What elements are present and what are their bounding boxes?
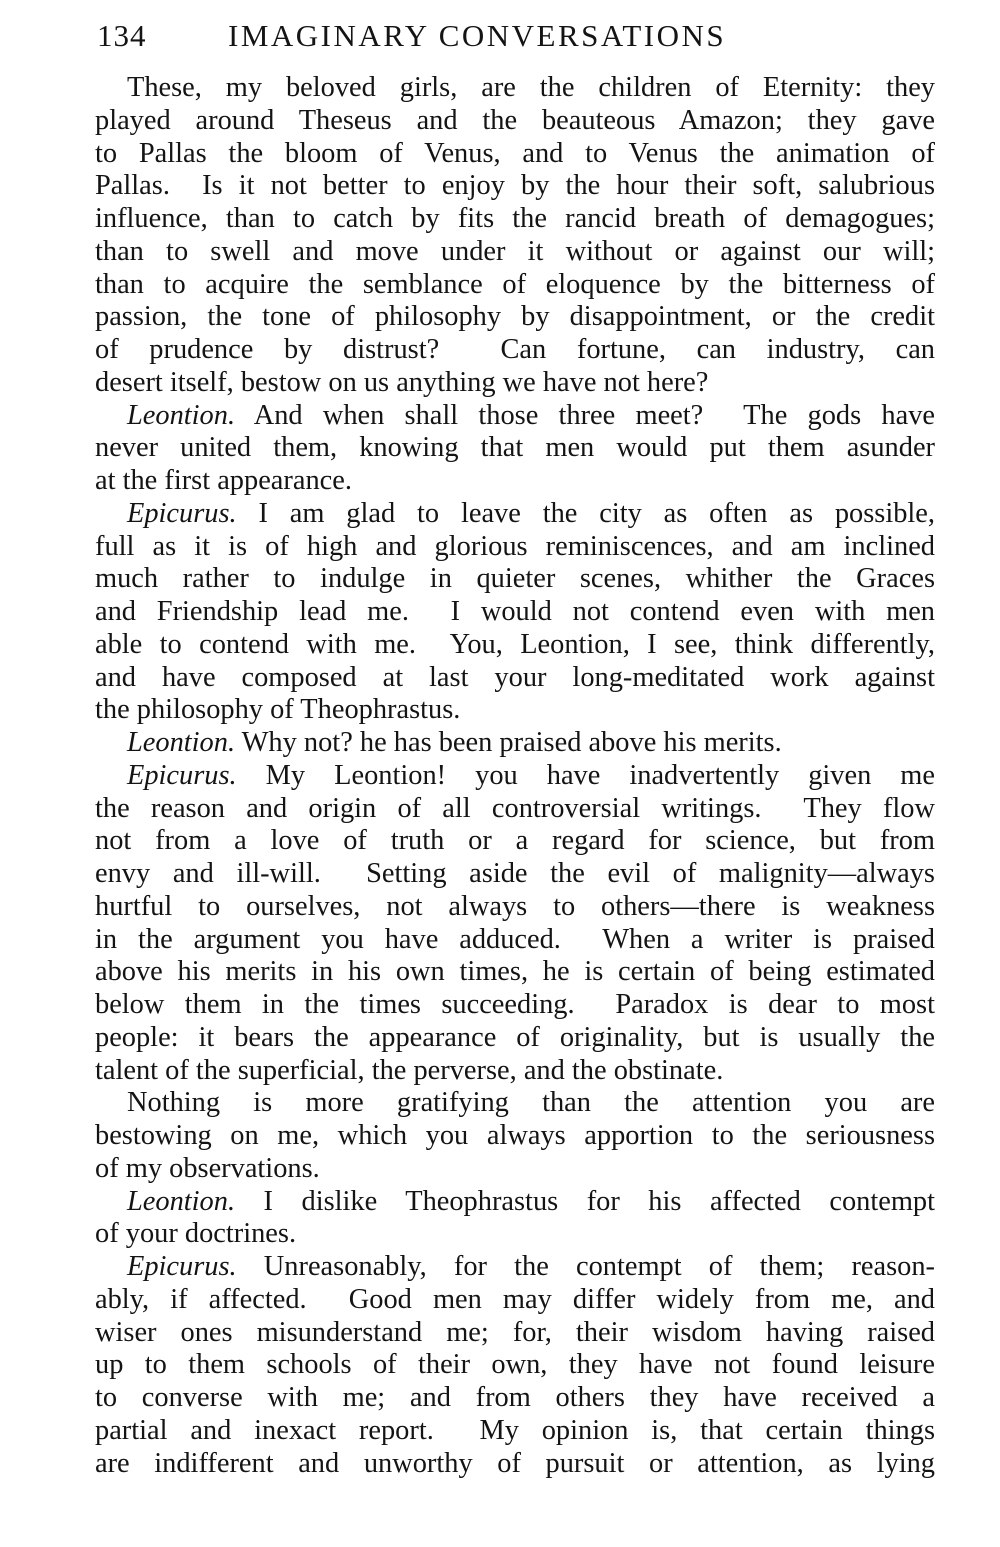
line-text: partial and inexact report. My opinion is, that certain things xyxy=(95,1414,935,1446)
text-line xyxy=(95,662,935,695)
text-line xyxy=(95,727,935,760)
text-line xyxy=(95,1153,935,1186)
line-text: to Pallas the bloom of Venus, and to Venus the animation of xyxy=(95,137,935,169)
text-line xyxy=(95,72,935,105)
text-line xyxy=(95,1186,935,1219)
text-line xyxy=(95,956,935,989)
text-line xyxy=(95,367,935,400)
text-line xyxy=(95,1218,935,1251)
text-line xyxy=(95,1382,935,1415)
line-text: Pallas. Is it not better to enjoy by the hour their soft, salubrious xyxy=(95,170,935,202)
text-line xyxy=(95,269,935,302)
text-line xyxy=(95,1448,935,1481)
text-line xyxy=(95,760,935,793)
text-line xyxy=(95,105,935,138)
line-text: full as it is of high and glorious reminiscences, and am inclined xyxy=(95,530,935,562)
line-text: Nothing is more gratifying than the attention you are xyxy=(127,1087,935,1119)
text-line xyxy=(95,924,935,957)
speaker-name: Epicurus. xyxy=(127,497,237,529)
speaker-name: Leontion. xyxy=(127,727,236,758)
text-line xyxy=(95,203,935,236)
line-text: and have composed at last your long-meditated work against xyxy=(95,661,935,693)
speaker-name: Leontion. xyxy=(127,399,236,431)
text-line xyxy=(95,498,935,531)
speaker-name: Epicurus. xyxy=(127,1251,237,1282)
line-text: are indifferent and unworthy of pursuit or attention, as lying xyxy=(95,1447,935,1479)
line-text: bestowing on me, which you always apportion to the seriousness xyxy=(95,1120,935,1151)
line-text: talent of the superficial, the perverse, and the obstinate. xyxy=(95,1054,724,1086)
text-line xyxy=(95,1022,935,1055)
text-line xyxy=(95,989,935,1022)
line-text: passion, the tone of philosophy by disappointment, or the credit xyxy=(95,301,935,333)
line-text: ably, if affected. Good men may differ widely from me, and xyxy=(95,1283,935,1315)
dialogue-text xyxy=(95,72,935,1480)
text-line xyxy=(95,1284,935,1317)
line-text: above his merits in his own times, he is certain of being estimated xyxy=(95,956,935,988)
line-text: much rather to indulge in quieter scenes, whither the Graces xyxy=(95,563,935,595)
line-text: I am glad to leave the city as often as possible, xyxy=(236,497,935,529)
line-text: envy and ill-will. Setting aside the evil of malignity—always xyxy=(95,858,935,889)
line-text: people: it bears the appearance of originality, but is usually the xyxy=(95,1021,935,1053)
text-line xyxy=(95,793,935,826)
text-line xyxy=(95,531,935,564)
text-line xyxy=(95,1087,935,1120)
line-text: desert itself, bestow on us anything we have not here? xyxy=(95,366,709,398)
text-line xyxy=(95,236,935,269)
line-text: Why not? he has been praised above his merits. xyxy=(235,727,782,758)
line-text: of prudence by distrust? Can fortune, can industry, can xyxy=(95,334,935,365)
text-line xyxy=(95,596,935,629)
line-text: at the first appearance. xyxy=(95,465,352,496)
line-text: and Friendship lead me. I would not contend even with men xyxy=(95,596,935,627)
text-line xyxy=(95,400,935,433)
line-text: played around Theseus and the beauteous Amazon; they gave xyxy=(95,104,935,136)
text-line xyxy=(95,858,935,891)
text-line xyxy=(95,694,935,727)
line-text: My Leontion! you have inadvertently given me xyxy=(236,759,935,791)
line-text: hurtful to ourselves, not always to others—there is weakness xyxy=(95,890,935,922)
text-line xyxy=(95,334,935,367)
line-text: influence, than to catch by fits the rancid breath of demagogues; xyxy=(95,203,935,234)
line-text: never united them, knowing that men would put them asunder xyxy=(95,432,935,464)
line-text: These, my beloved girls, are the children of Eternity: they xyxy=(127,72,935,103)
line-text: than to swell and move under it without or against our will; xyxy=(95,235,935,267)
text-line xyxy=(95,301,935,334)
text-line xyxy=(95,1055,935,1088)
line-text: the reason and origin of all controversial writings. They flow xyxy=(95,792,935,824)
line-text: in the argument you have adduced. When a writer is praised xyxy=(95,923,935,955)
text-line xyxy=(95,432,935,465)
text-line xyxy=(95,563,935,596)
line-text: able to contend with me. You, Leontion, I see, think differently, xyxy=(95,628,935,660)
line-text: Unreasonably, for the contempt of them; reason- xyxy=(236,1251,935,1282)
text-line xyxy=(95,170,935,203)
page-number: 134 xyxy=(97,18,147,53)
line-text: the philosophy of Theophrastus. xyxy=(95,694,461,726)
line-text: to converse with me; and from others they have received a xyxy=(95,1382,935,1413)
text-line xyxy=(95,138,935,171)
text-line xyxy=(95,891,935,924)
line-text: And when shall those three meet? The gods have xyxy=(235,399,935,431)
line-text: below them in the times succeeding. Paradox is dear to most xyxy=(95,989,935,1020)
line-text: up to them schools of their own, they have not found leisure xyxy=(95,1349,935,1381)
speaker-name: Epicurus. xyxy=(127,759,237,791)
line-text: wiser ones misunderstand me; for, their wisdom having raised xyxy=(95,1316,935,1348)
text-line xyxy=(95,1349,935,1382)
running-title: IMAGINARY CONVERSATIONS xyxy=(228,18,727,53)
line-text: of my observations. xyxy=(95,1152,320,1184)
text-line xyxy=(95,1251,935,1284)
text-line xyxy=(95,1415,935,1448)
text-line xyxy=(95,465,935,498)
line-text: I dislike Theophrastus for his affected contempt xyxy=(235,1185,935,1217)
running-head xyxy=(97,16,932,56)
text-line xyxy=(95,825,935,858)
text-line xyxy=(95,1317,935,1350)
text-line xyxy=(95,629,935,662)
text-line xyxy=(95,1120,935,1153)
line-text: than to acquire the semblance of eloquence by the bitterness of xyxy=(95,268,935,300)
line-text: not from a love of truth or a regard for science, but from xyxy=(95,825,935,857)
line-text: of your doctrines. xyxy=(95,1218,297,1250)
speaker-name: Leontion. xyxy=(127,1185,236,1217)
